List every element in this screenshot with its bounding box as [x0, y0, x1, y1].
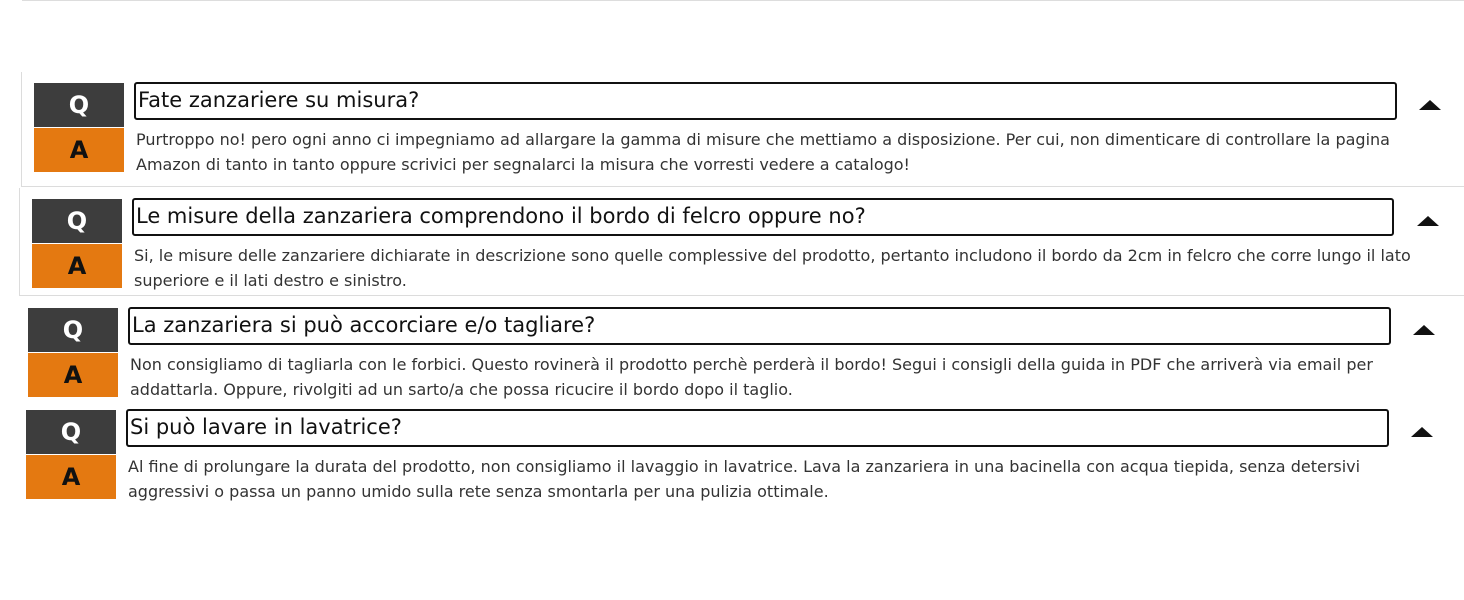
answer-badge: A	[26, 455, 116, 499]
row-divider	[19, 295, 1464, 296]
question-badge: Q	[26, 410, 116, 454]
answer-line: Si, le misure delle zanzariere dichiarate in descrizione sono quelle complessive del prodotto, pertanto includono il bordo da 2cm in felcro che corre lungo il lato	[134, 246, 1411, 265]
qa-item	[28, 308, 1448, 400]
qa-item	[32, 199, 1452, 291]
answer-line: Non consigliamo di tagliarla con le forbici. Questo rovinerà il prodotto perchè perderà il bordo! Segui i consigli della guida in PDF che arriverà via email per	[130, 355, 1373, 374]
qa-item	[26, 410, 1446, 502]
question-text[interactable]: Fate zanzariere su misura?	[134, 82, 1397, 120]
answer-line: Purtroppo no! pero ogni anno ci impegniamo ad allargare la gamma di misure che mettiamo a disposizione. Per cui, non dimenticare di controllare la pagina	[136, 130, 1390, 149]
left-border	[19, 188, 20, 296]
answer-line: addattarla. Oppure, rivolgiti ad un sarto/a che possa ricucire il bordo dopo il taglio.	[130, 380, 793, 399]
top-divider	[22, 0, 1464, 1]
chevron-up-icon[interactable]	[1411, 427, 1433, 437]
answer-badge: A	[28, 353, 118, 397]
answer-badge: A	[34, 128, 124, 172]
question-badge: Q	[34, 83, 124, 127]
question-text[interactable]: Le misure della zanzariera comprendono il bordo di felcro oppure no?	[132, 198, 1394, 236]
answer-line: superiore e il lati destro e sinistro.	[134, 271, 407, 290]
chevron-up-icon[interactable]	[1419, 100, 1441, 110]
answer-line: aggressivi o passa un panno umido sulla rete senza smontarla per una pulizia ottimale.	[128, 482, 829, 501]
chevron-up-icon[interactable]	[1413, 325, 1435, 335]
row-divider	[21, 186, 1464, 187]
answer-text	[134, 243, 1411, 293]
answer-text	[136, 127, 1390, 177]
chevron-up-icon[interactable]	[1417, 216, 1439, 226]
question-text[interactable]: Si può lavare in lavatrice?	[126, 409, 1389, 447]
qa-item	[34, 83, 1454, 175]
answer-line: Al fine di prolungare la durata del prodotto, non consigliamo il lavaggio in lavatrice. Lava la zanzariera in una bacinella con acqua tiepida, senza detersivi	[128, 457, 1361, 476]
question-text[interactable]: La zanzariera si può accorciare e/o tagliare?	[128, 307, 1391, 345]
left-border	[21, 72, 22, 186]
answer-badge: A	[32, 244, 122, 288]
answer-text	[130, 352, 1373, 402]
answer-text	[128, 454, 1360, 504]
question-badge: Q	[28, 308, 118, 352]
answer-line: Amazon di tanto in tanto oppure scrivici per segnalarci la misura che vorresti vedere a catalogo!	[136, 155, 910, 174]
question-badge: Q	[32, 199, 122, 243]
